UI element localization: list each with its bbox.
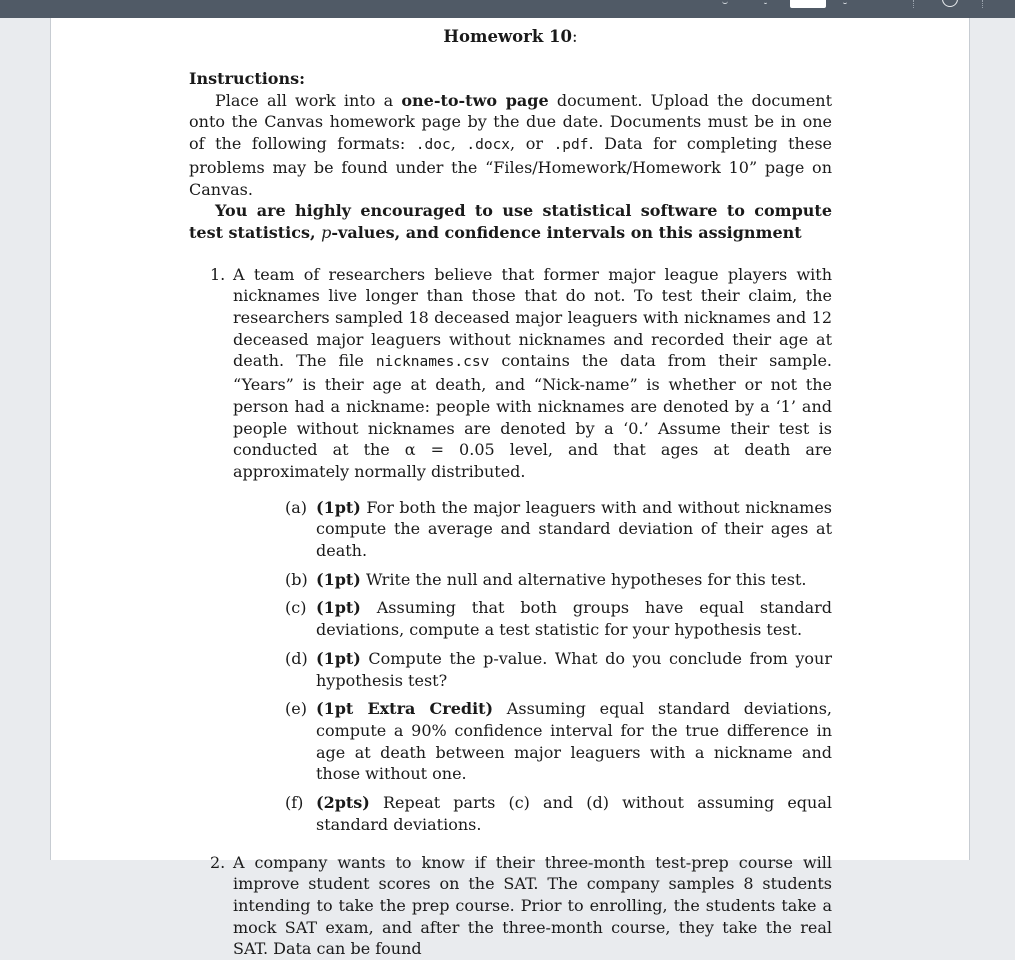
question-1: 1. A team of researchers believe that former major league players with nicknames live longer than those that do not. To test their claim, the researchers sampled 18 deceased major leaguers with nicknames and 12 deceased major leaguers without nicknames and recorded their age at death. The file nicknames.csv contains the data from their sample. “Years” is their age at death, and “Nick-name” is whether or not the person had a nickname: people with nicknames are denoted by a ‘1’ and people without nicknames are denoted by a ‘0.’ Assume their test is conducted at the α = 0.05 level, and that ages at death are approximately normally distributed. (a) (1pt) For both the major leaguers with and without nicknames compute the average and standard deviation of their ages at death. (b) (1pt) Write the null and alternative hypotheses for this test. (c) (1pt) Assuming that both groups have equal standard deviations, compute a test statistic for your hypothesis test. (d) (1pt) Compute the p-value. What do you conclude from your hypothesis test? (e) (1pt Extra Credit) Assuming equal standard deviations, compute a 90% confidence interval for the true difference in age at death between major leaguers with a nickname and those without one. (f) (2pts) Repeat parts (c) and (d) without assuming equal standard deviations. [189, 264, 832, 836]
document-title: Homework 10: [189, 27, 832, 46]
page-number-field[interactable] [790, 0, 826, 8]
toolbar-separator [982, 0, 983, 8]
data-file-name: nicknames.csv [376, 354, 490, 370]
instructions-heading: Instructions: [189, 68, 832, 90]
part-d: (d) (1pt) Compute the p-value. What do you conclude from your hypothesis test? [233, 648, 832, 691]
part-c: (c) (1pt) Assuming that both groups have equal standard deviations, compute a test statistic for your hypothesis test. [233, 597, 832, 640]
document-body [189, 68, 832, 960]
viewer-toolbar [0, 0, 1015, 18]
toolbar-glyph [843, 0, 847, 4]
toolbar-button-icon[interactable] [942, 0, 958, 7]
question-2: 2. A company wants to know if their three-month test-prep course will improve student scores on the SAT. The company samples 8 students intending to take the prep course. Prior to enrolling, the students take a mock SAT exam, and after the three-month course, they take the real SAT. Data can be found [189, 852, 832, 960]
document-page [50, 18, 970, 860]
toolbar-glyph [764, 0, 767, 4]
part-a: (a) (1pt) For both the major leaguers with and without nicknames compute the average and standard deviation of their ages at death. [233, 497, 832, 562]
part-f: (f) (2pts) Repeat parts (c) and (d) without assuming equal standard deviations. [233, 792, 832, 835]
question-number: 1. [210, 264, 225, 286]
instructions-paragraph: Place all work into a one-to-two page document. Upload the document onto the Canvas homework page by the due date. Documents must be in one of the following formats: .doc, .docx, or .pdf. Data for completing these problems may be found under the “Files/Homework/Homework 10” page on Canvas. [189, 90, 832, 201]
part-b: (b) (1pt) Write the null and alternative hypotheses for this test. [233, 569, 832, 591]
question-1-parts [233, 497, 832, 836]
toolbar-glyph [722, 0, 728, 4]
toolbar-separator [913, 0, 914, 8]
question-list [189, 264, 832, 960]
part-e: (e) (1pt Extra Credit) Assuming equal standard deviations, compute a 90% confidence interval for the true difference in age at death between major leaguers with a nickname and those without one. [233, 698, 832, 785]
software-note: You are highly encouraged to use statistical software to compute test statistics, p-values, and confidence intervals on this assignment [189, 200, 832, 243]
question-number: 2. [210, 852, 225, 874]
